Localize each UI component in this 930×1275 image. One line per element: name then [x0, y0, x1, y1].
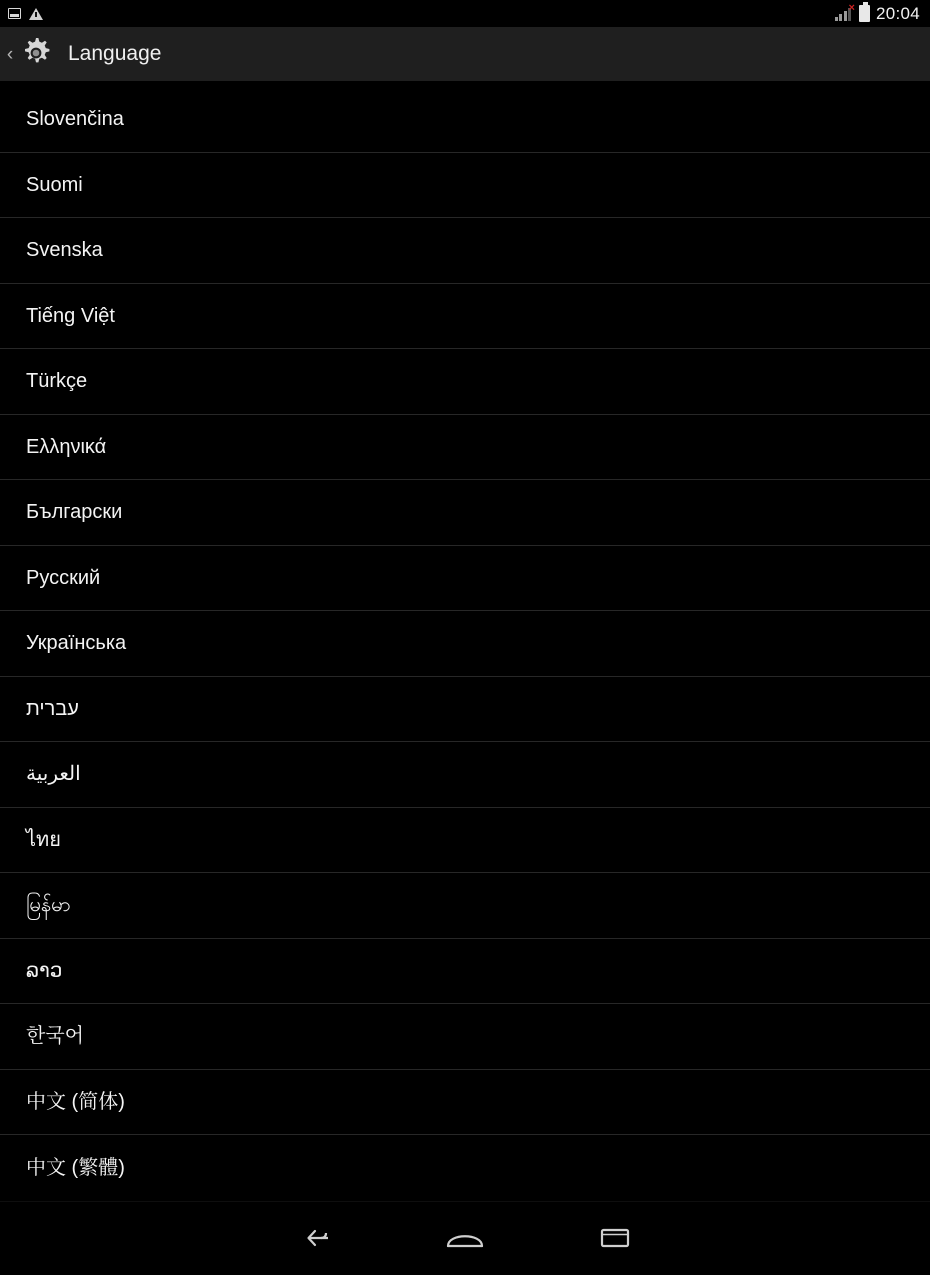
language-label: Български	[26, 501, 123, 524]
language-label: ລາວ	[26, 959, 63, 982]
list-item[interactable]	[0, 742, 930, 808]
back-nav-icon[interactable]	[286, 1214, 344, 1262]
status-bar	[0, 0, 930, 27]
list-item[interactable]	[0, 939, 930, 1005]
language-list[interactable]	[0, 82, 930, 1201]
language-label: Türkçe	[26, 370, 88, 393]
list-item[interactable]	[0, 1004, 930, 1070]
list-item[interactable]	[0, 808, 930, 874]
language-label: Slovenčina	[26, 108, 124, 131]
status-clock: 20:04	[875, 3, 920, 23]
home-nav-icon[interactable]	[436, 1214, 494, 1262]
language-label: Українська	[26, 632, 127, 655]
list-item[interactable]	[0, 284, 930, 350]
list-item[interactable]	[0, 873, 930, 939]
status-bar-left	[8, 8, 43, 20]
status-bar-right	[835, 1, 920, 24]
list-item[interactable]	[0, 677, 930, 743]
list-item[interactable]	[0, 218, 930, 284]
language-label: 中文 (简体)	[26, 1090, 125, 1113]
list-item[interactable]	[0, 1070, 930, 1136]
signal-error-mark: ×	[848, 1, 855, 14]
list-item[interactable]	[0, 415, 930, 481]
language-label: Ελληνικά	[26, 435, 107, 458]
list-item[interactable]	[0, 87, 930, 153]
language-label: Русский	[26, 566, 101, 589]
language-label: မြန်မာ	[26, 894, 71, 917]
warning-icon	[29, 8, 43, 20]
list-item[interactable]	[0, 480, 930, 546]
language-label: العربية	[26, 763, 81, 786]
language-label: Tiếng Việt	[26, 304, 115, 327]
list-item[interactable]	[0, 546, 930, 612]
recents-nav-icon[interactable]	[586, 1214, 644, 1262]
screenshot-icon	[8, 8, 21, 19]
list-item[interactable]	[0, 349, 930, 415]
language-label: Suomi	[26, 173, 83, 196]
language-label: Svenska	[26, 239, 103, 262]
list-item[interactable]	[0, 153, 930, 219]
battery-icon	[859, 5, 870, 22]
back-chevron-icon[interactable]: ‹	[6, 43, 14, 65]
page-title: Language	[68, 42, 162, 65]
language-label: 한국어	[26, 1025, 84, 1048]
language-label: ไทย	[26, 828, 61, 851]
language-label: עברית	[26, 697, 79, 720]
list-item[interactable]	[0, 1135, 930, 1201]
settings-gear-icon[interactable]	[14, 32, 58, 76]
action-bar	[0, 27, 930, 82]
navigation-bar	[0, 1201, 930, 1275]
list-item[interactable]	[0, 611, 930, 677]
language-label: 中文 (繁體)	[26, 1156, 125, 1179]
signal-icon	[835, 1, 855, 21]
